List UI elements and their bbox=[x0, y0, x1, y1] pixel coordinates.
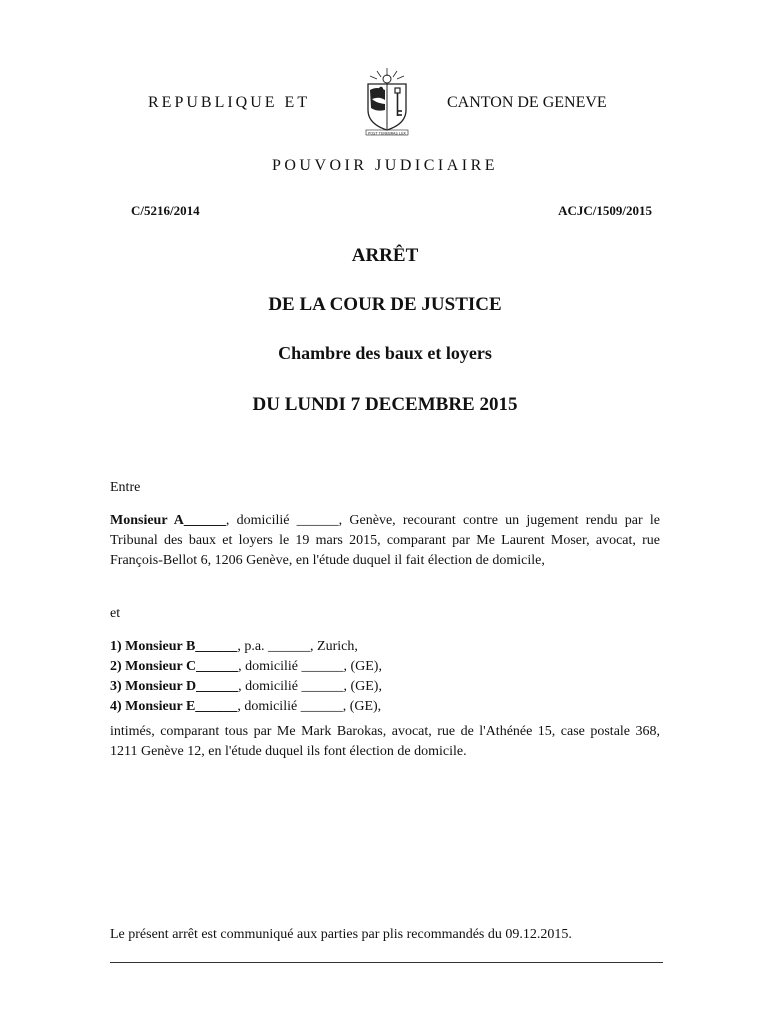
appellant-paragraph bbox=[110, 511, 660, 571]
respondent-item bbox=[110, 697, 660, 717]
respondent-item bbox=[110, 637, 660, 657]
respondent-item bbox=[110, 657, 660, 677]
respondent-name: 4) Monsieur E______ bbox=[110, 699, 238, 714]
respondent-item bbox=[110, 677, 660, 697]
appellant-text: , domicilié ______, Genève, recourant contre un jugement rendu par le Tribunal des baux et loyers le 19 mars 2015, comparant par Me Laurent Moser, avocat, rue François-Bellot 6, 1206 Genève, en l'étude duquel il fait élection de domicile, bbox=[110, 513, 660, 568]
appellant-name: Monsieur A______ bbox=[110, 513, 226, 528]
title-cour-de-justice: DE LA COUR DE JUSTICE bbox=[268, 294, 502, 315]
respondent-name: 1) Monsieur B______ bbox=[110, 639, 238, 654]
respondents-paragraph: intimés, comparant tous par Me Mark Barokas, avocat, rue de l'Athénée 15, case postale 368, 1211 Genève 12, en l'étude duquel ils font élection de domicile. bbox=[110, 724, 660, 759]
respondents-list bbox=[110, 637, 660, 717]
decision-number: ACJC/1509/2015 bbox=[558, 203, 652, 218]
geneva-coat-of-arms-icon bbox=[362, 66, 412, 136]
header-canton: CANTON DE GENEVE bbox=[447, 94, 607, 111]
footer-divider bbox=[110, 962, 663, 963]
header-pouvoir-judiciaire: POUVOIR JUDICIAIRE bbox=[271, 157, 499, 174]
respondent-text: , p.a. ______, Zurich, bbox=[237, 639, 358, 654]
respondent-text: , domicilié ______, (GE), bbox=[237, 699, 382, 714]
entre-label: Entre bbox=[110, 480, 141, 495]
footer-notice: Le présent arrêt est communiqué aux parties par plis recommandés du 09.12.2015. bbox=[110, 927, 572, 942]
respondent-name: 3) Monsieur D______ bbox=[110, 679, 239, 694]
respondent-text: , domicilié ______, (GE), bbox=[238, 659, 382, 674]
respondent-text: , domicilié ______, (GE), bbox=[238, 679, 382, 694]
case-number: C/5216/2014 bbox=[131, 203, 200, 218]
header-republique: REPUBLIQUE ET bbox=[148, 94, 311, 111]
et-label: et bbox=[110, 606, 121, 621]
title-chambre: Chambre des baux et loyers bbox=[278, 343, 492, 363]
title-arret: ARRÊT bbox=[351, 245, 419, 266]
crest-motto: POST TENEBRAS LUX bbox=[368, 131, 406, 136]
respondent-name: 2) Monsieur C______ bbox=[110, 659, 239, 674]
title-date: DU LUNDI 7 DECEMBRE 2015 bbox=[252, 394, 518, 415]
